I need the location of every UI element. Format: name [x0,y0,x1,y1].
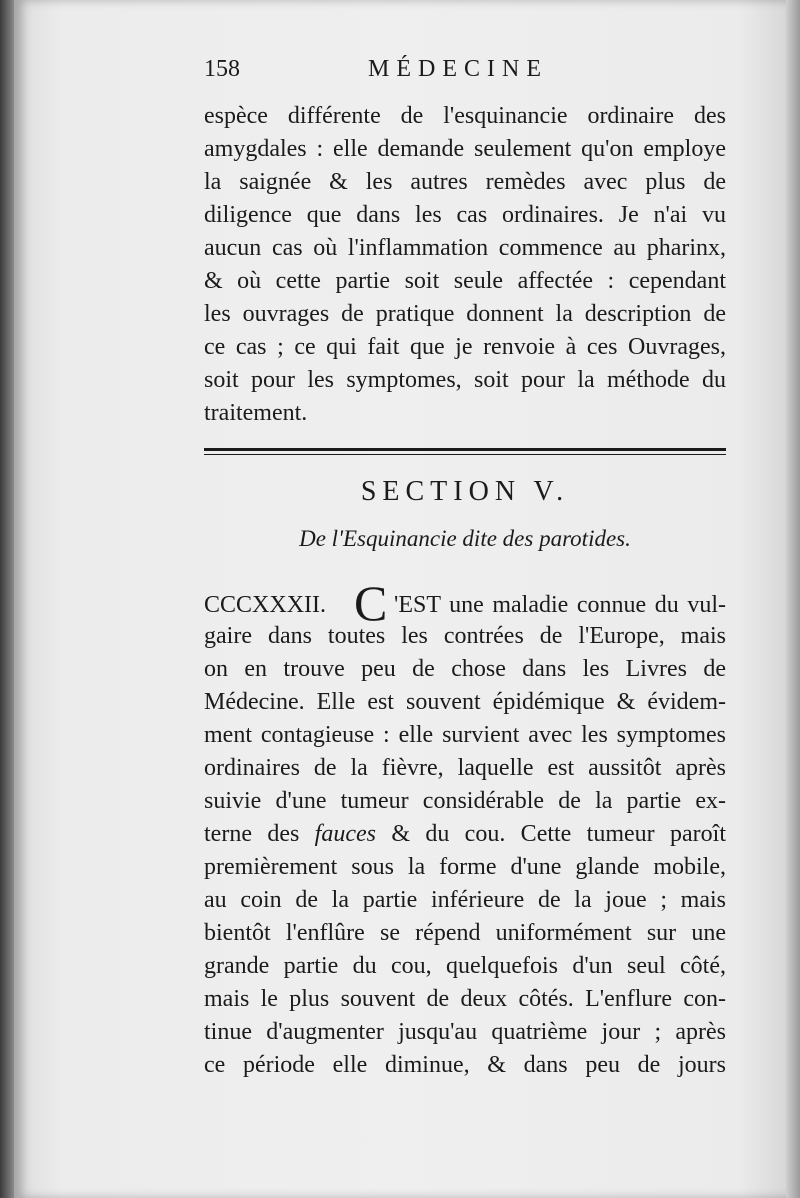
drop-cap: C [354,575,388,631]
first-line-text: 'EST une maladie connue du vul- [394,592,726,618]
text-line: bientôt l'enflûre se répend uniformément sur une [204,920,726,946]
text-line: gaire dans toutes les contrées de l'Europe, mais [204,623,726,649]
italic-term: fauces [314,821,376,847]
section-subtitle: De l'Esquinancie dite des parotides. [299,526,631,551]
text-segment: terne des [204,821,315,847]
text-line: tinue d'augmenter jusqu'au quatrième jour ; après [204,1019,726,1045]
text-line: soit pour les symptomes, soit pour la méthode du [204,367,726,393]
text-line: & où cette partie soit seule affectée : cependant [204,268,726,294]
text-line: ce période elle diminue, & dans peu de jours [204,1052,726,1078]
text-line: suivie d'une tumeur considérable de la partie ex- [204,788,726,814]
paragraph-number: CCCXXXII. [204,592,327,618]
section-divider-rule [204,448,726,455]
text-segment: & du cou. Cette tumeur paroît [375,821,726,847]
text-line-with-italic [204,818,726,851]
paragraph-body [204,620,726,1082]
text-line: on en trouve peu de chose dans les Livres de [204,656,726,682]
page-edge [786,0,800,1198]
text-line: aucun cas où l'inflammation commence au pharinx, [204,235,726,261]
page-number: 158 [204,56,240,82]
text-line: espèce différente de l'esquinancie ordinaire des [204,103,726,129]
text-line: Médecine. Elle est souvent épidémique & évidem- [204,689,726,715]
text-line: ordinaires de la fièvre, laquelle est aussitôt après [204,755,726,781]
book-spine-shadow [0,0,14,1198]
text-line: mais le plus souvent de deux côtés. L'enflure con- [204,986,726,1012]
text-line: grande partie du cou, quelquefois d'un seul côté, [204,953,726,979]
text-line: premièrement sous la forme d'une glande mobile, [204,854,726,880]
text-line: amygdales : elle demande seulement qu'on employe [204,136,726,162]
text-line: les ouvrages de pratique donnent la description de [204,301,726,327]
running-title: MÉDECINE [368,56,548,82]
text-line: au coin de la partie inférieure de la joue ; mais [204,887,726,913]
section-heading: SECTION V. [360,476,570,507]
text-line: ment contagieuse : elle survient avec les symptomes [204,722,726,748]
text-line: traitement. [204,400,308,426]
paragraph-continued [204,100,726,430]
text-line: ce cas ; ce qui fait que je renvoie à ces Ouvrages, [204,334,726,360]
text-line: diligence que dans les cas ordinaires. Je n'ai vu [204,202,726,228]
text-line: la saignée & les autres remèdes avec plus de [204,169,726,195]
